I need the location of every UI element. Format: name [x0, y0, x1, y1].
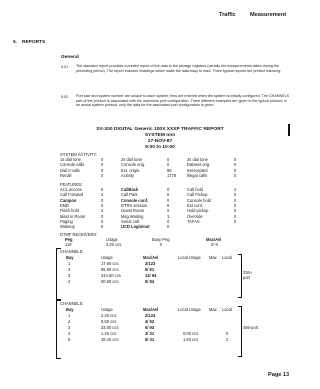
channels-a-header-local-usage: Local Usage: [178, 255, 201, 260]
activity-value: 0: [101, 167, 104, 173]
channel-cell: 9.60 ccs: [101, 319, 117, 324]
activity-label: Illegal calls: [187, 172, 208, 178]
feature-value: 0: [167, 208, 170, 214]
feature-label: Mast in Room: [60, 213, 86, 219]
channels-a-header-usage: Usage: [101, 255, 113, 260]
subsection-title: General: [61, 55, 79, 60]
channel-cell: 4/ 92: [145, 319, 155, 324]
feature-value: 0: [101, 197, 104, 203]
feature-label: Wakeup: [60, 224, 75, 230]
change-bar: [288, 124, 290, 136]
feature-value: 0: [167, 218, 170, 224]
dtmf-max-avl: 2/ 6: [211, 242, 218, 247]
channel-cell: 2/124: [145, 313, 156, 318]
activity-label: 2s dial tone: [121, 157, 142, 162]
dtmf-header-busy-peg: Busy Peg: [152, 237, 170, 242]
activity-label: Console orig.: [121, 162, 146, 168]
channel-cell: 1: [68, 313, 71, 318]
running-header-measurement: Measurement: [250, 12, 287, 18]
feature-value: 0: [234, 218, 237, 224]
feature-value: 0: [234, 202, 237, 208]
channel-cell: 2: [68, 267, 71, 272]
feature-value: 6: [167, 202, 170, 208]
channels-b-right-bracket: [238, 306, 242, 357]
channel-cell: 2: [226, 337, 229, 342]
activity-label: Activity: [121, 172, 134, 178]
feature-value: 0: [167, 224, 170, 230]
activity-label: Dataset orig.: [187, 162, 211, 168]
channels-b-header-max: Max: [209, 307, 217, 312]
channels-b-note: 456-port: [243, 325, 259, 330]
channel-cell: 4: [68, 331, 71, 336]
feature-value: 0: [234, 192, 237, 198]
activity-value: 0: [234, 172, 237, 178]
channels-b-header-local-usage: Local Usage: [178, 307, 201, 312]
feature-label: Call Forward: [60, 192, 84, 198]
feature-label: Paging: [60, 218, 73, 224]
channel-cell: 5/ 94: [145, 325, 155, 330]
channel-cell: 1.20 ccs: [101, 331, 117, 336]
channel-cell: 5/ 81: [145, 267, 155, 272]
feature-label: Console hold: [187, 197, 211, 203]
feature-value: 4: [234, 187, 237, 192]
channel-cell: 2.20 ccs: [101, 313, 117, 318]
channel-cell: 344.60 ccs: [101, 273, 121, 278]
feature-label: ACL access: [60, 187, 82, 192]
feature-label: Ext conf.: [187, 202, 203, 208]
features-label: FEATURES:: [60, 182, 83, 187]
activity-label: 1s dial tone: [60, 157, 81, 162]
feature-label: Msg Waiting: [121, 213, 144, 219]
feature-label: Call hold: [187, 187, 203, 192]
paragraph-number-1: 5.01: [61, 65, 69, 69]
feature-value: 2: [101, 192, 104, 198]
feature-label: Flash hold: [60, 208, 79, 214]
paragraph-number-2: 5.02: [61, 95, 69, 99]
feature-value: 0: [234, 208, 237, 214]
feature-label: DTRX session: [121, 202, 148, 208]
channel-cell: 50.60 ccs: [101, 279, 119, 284]
feature-value: 1: [167, 213, 170, 219]
channels-a-bracket: [56, 248, 61, 300]
activity-value: 86: [167, 167, 172, 173]
channel-cell: 3/ 31: [145, 331, 155, 336]
channel-cell: 17.60 ccs: [101, 261, 119, 266]
paragraph-text-1: The standard report provides a printed report of the data in the storage registers (usually the measurements taken during the preceding period). The report includes headings which make the data easy to read. Three typical reports are printed following:: [76, 64, 282, 73]
channels-b-header-usage: Usage: [101, 307, 113, 312]
feature-label: TAFAS: [187, 218, 200, 224]
page-number: Page 13: [268, 372, 290, 378]
channel-cell: 5/ 94: [145, 279, 155, 284]
dtmf-header-peg: Peg: [65, 237, 73, 242]
paragraph-text-2: Port size and system number are unique to each system; they are entered when the system is initially configured. The CHANNELS part of the printout is associated with the maximum port configuration. Three different examples are given in the typical printout; in an actual system printout, only the data for the associated port configuration is given.: [76, 94, 290, 108]
channel-cell: 3: [68, 273, 71, 278]
dtmf-header-usage: Usage: [106, 237, 118, 242]
report-period: 9:00 to 10:00: [145, 145, 175, 150]
feature-label: Hold pickup: [187, 208, 209, 214]
feature-value: 0: [101, 187, 104, 192]
dtmf-busy-peg: 0: [160, 242, 163, 247]
feature-value: 0: [167, 192, 170, 198]
activity-value: 0: [234, 162, 237, 168]
channels-a-note: 336+ port: [243, 270, 253, 280]
feature-value: 0: [101, 224, 104, 230]
dtmf-usage: 4.20 ccs: [106, 242, 122, 247]
feature-value: 0: [167, 197, 170, 203]
channels-a-header-max-avl: Max/Avl: [143, 255, 159, 260]
feature-value: 0: [101, 218, 104, 224]
activity-value: 0: [101, 157, 104, 162]
activity-value: 0: [167, 162, 170, 168]
activity-label: 3s dial tone: [187, 157, 208, 162]
report-title: SX-200 DIGITAL Generic 100X XXXP TRAFFIC REPORT: [96, 127, 224, 132]
feature-label: Call Pickup: [187, 192, 208, 198]
activity-value: 1775: [167, 172, 177, 178]
dtmf-label: DTMF RECEIVERS:: [60, 232, 98, 237]
channel-cell: 5: [68, 337, 71, 342]
channels-b-header-bay: Bay: [66, 307, 74, 312]
channels-a-header-bay: Bay: [66, 255, 74, 260]
channels-b-header-max-avl: Max/Avl: [143, 307, 159, 312]
channel-cell: 0: [226, 331, 229, 336]
dtmf-header-max-avl: Max/Avl: [206, 237, 222, 242]
activity-value: 0: [101, 162, 104, 168]
channels-a-header-local: Local: [222, 255, 232, 260]
dtmf-peg: 118: [65, 242, 72, 247]
channel-cell: 18.10 ccs: [101, 337, 119, 342]
feature-label: CallBack: [121, 187, 139, 192]
activity-value: 0: [101, 172, 104, 178]
channel-cell: 3: [68, 325, 71, 330]
channel-cell: 2/123: [145, 261, 156, 266]
activity-label: Console calls: [60, 162, 85, 168]
feature-label: UCD Login/out: [121, 224, 150, 230]
section-number: 5.: [13, 40, 18, 45]
channel-cell: 85.90 ccs: [101, 267, 119, 272]
channels-a-right-bracket: [238, 254, 242, 298]
feature-value: 0: [167, 187, 170, 192]
feature-label: Call Park: [121, 192, 138, 198]
activity-value: 0: [234, 167, 237, 173]
running-header-traffic: Traffic: [219, 12, 236, 18]
channel-cell: 33.00 ccs: [101, 325, 119, 330]
section-title: REPORTS: [22, 40, 46, 45]
channel-cell: 1: [68, 261, 71, 266]
channel-cell: 4: [68, 279, 71, 284]
channels-label-a: CHANNELS:: [60, 249, 84, 254]
activity-value: 0: [167, 157, 170, 162]
channels-b-header-local: Local: [222, 307, 232, 312]
channels-a-header-max: Max: [209, 255, 217, 260]
feature-label: Campon: [60, 197, 77, 203]
activity-label: Dial 0 calls: [60, 167, 80, 173]
channel-cell: 5/ 31: [145, 337, 155, 342]
feature-label: Override: [187, 213, 203, 219]
report-system: SYSTEM nnn: [144, 133, 176, 138]
channels-label-b: CHANNELS:: [60, 301, 84, 306]
feature-label: DND: [60, 202, 69, 208]
channel-cell: 2: [68, 319, 71, 324]
feature-value: 0: [101, 213, 104, 219]
feature-value: 0: [234, 213, 237, 219]
activity-label: Recall: [60, 172, 72, 178]
report-date: 27-NOV-87: [147, 139, 173, 144]
feature-label: Guest Room: [121, 208, 144, 214]
activity-value: 0: [234, 157, 237, 162]
activity-label: Intercepted: [187, 167, 208, 173]
feature-label: Serial call: [121, 218, 139, 224]
channel-cell: 13/ 94: [145, 273, 157, 278]
channel-cell: 1.60 ccs: [183, 337, 199, 342]
feature-label: Console conf.: [121, 197, 149, 203]
channel-cell: 0.00 ccs: [183, 331, 199, 336]
system-activity-label: SYSTEM ACTIVITY:: [60, 152, 98, 157]
feature-value: 0: [234, 197, 237, 203]
activity-label: Ext. origin.: [121, 167, 141, 173]
feature-value: 0: [101, 202, 104, 208]
channels-b-bracket: [56, 300, 61, 359]
feature-value: 2: [101, 208, 104, 214]
